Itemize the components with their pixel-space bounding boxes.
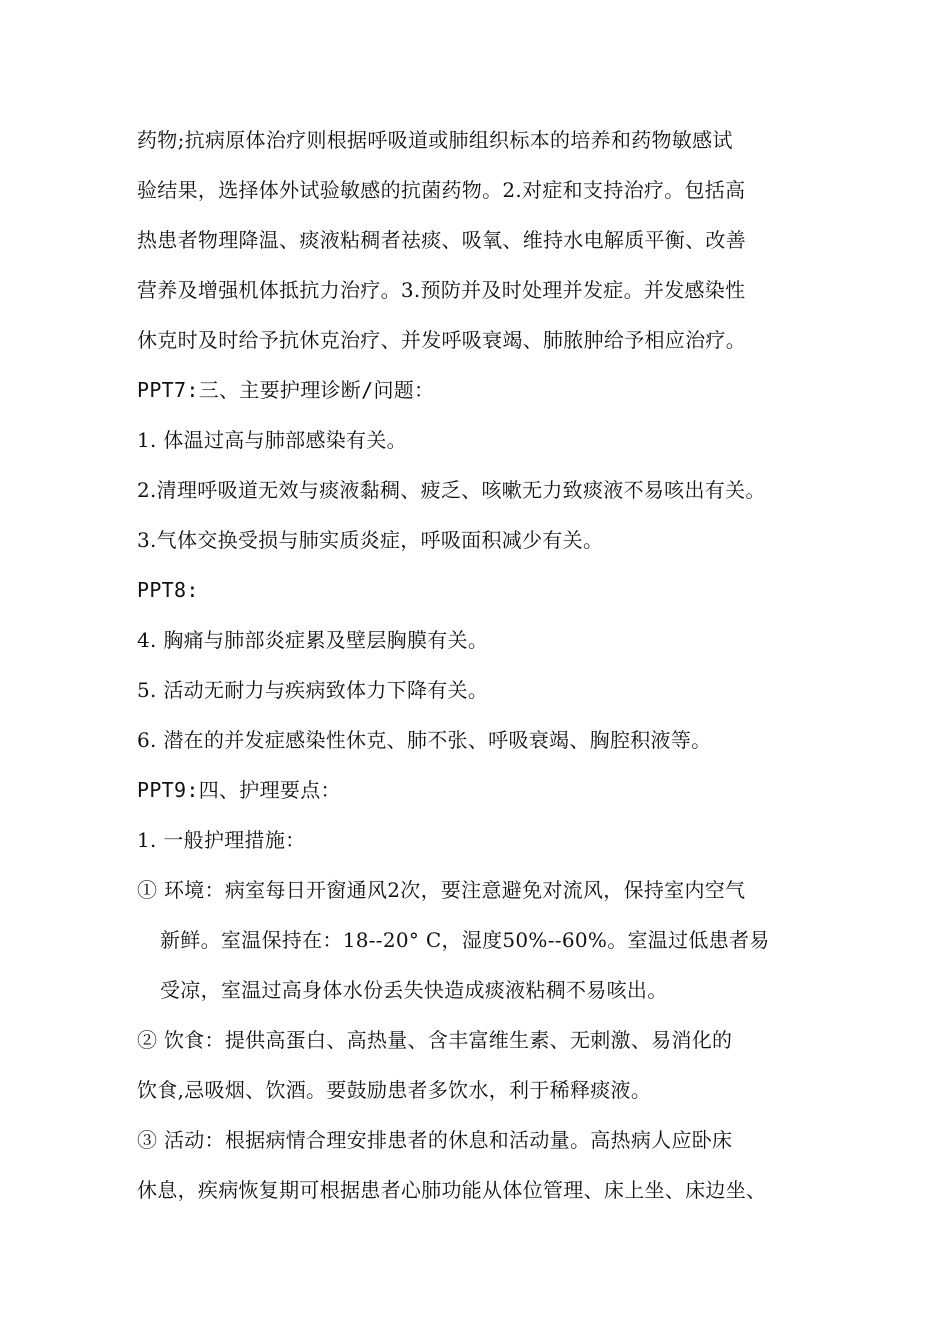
list-item: 2.清理呼吸道无效与痰液黏稠、疲乏、咳嗽无力致痰液不易咳出有关。 bbox=[137, 478, 766, 502]
text-line: 新鲜。室温保持在：18--20° C，湿度50%--60%。室温过低患者易 bbox=[160, 928, 770, 952]
list-item: 5. 活动无耐力与疾病致体力下降有关。 bbox=[137, 678, 489, 702]
text-line: 休克时及时给予抗休克治疗、并发呼吸衰竭、肺脓肿给予相应治疗。 bbox=[137, 328, 746, 352]
list-item: 1. 体温过高与肺部感染有关。 bbox=[137, 428, 407, 452]
text-line: 饮食,忌吸烟、饮酒。要鼓励患者多饮水，利于稀释痰液。 bbox=[137, 1078, 652, 1102]
section-heading: PPT8: bbox=[137, 578, 199, 602]
list-item: 4. 胸痛与肺部炎症累及壁层胸膜有关。 bbox=[137, 628, 489, 652]
list-item: ③ 活动：根据病情合理安排患者的休息和活动量。高热病人应卧床 bbox=[137, 1128, 733, 1152]
list-item: 3.气体交换受损与肺实质炎症，呼吸面积减少有关。 bbox=[137, 528, 604, 552]
text-line: 受凉，室温过高身体水份丢失快造成痰液粘稠不易咳出。 bbox=[160, 978, 668, 1002]
list-item: ① 环境：病室每日开窗通风2次，要注意避免对流风，保持室内空气 bbox=[137, 878, 746, 902]
text-line: 验结果，选择体外试验敏感的抗菌药物。2.对症和支持治疗。包括高 bbox=[137, 178, 746, 202]
text-line: 营养及增强机体抵抗力治疗。3.预防并及时处理并发症。并发感染性 bbox=[137, 278, 746, 302]
section-heading: PPT9:四、护理要点： bbox=[137, 778, 341, 802]
section-heading: PPT7:三、主要护理诊断/问题： bbox=[137, 378, 435, 402]
text-line: 休息，疾病恢复期可根据患者心肺功能从体位管理、床上坐、床边坐、 bbox=[137, 1178, 767, 1202]
text-line: 热患者物理降温、痰液粘稠者祛痰、吸氧、维持水电解质平衡、改善 bbox=[137, 228, 746, 252]
list-item: 6. 潜在的并发症感染性休克、肺不张、呼吸衰竭、胸腔积液等。 bbox=[137, 728, 712, 752]
text-line: 药物;抗病原体治疗则根据呼吸道或肺组织标本的培养和药物敏感试 bbox=[137, 128, 733, 152]
list-item: 1. 一般护理措施： bbox=[137, 828, 306, 852]
list-item: ② 饮食：提供高蛋白、高热量、含丰富维生素、无刺激、易消化的 bbox=[137, 1028, 733, 1052]
